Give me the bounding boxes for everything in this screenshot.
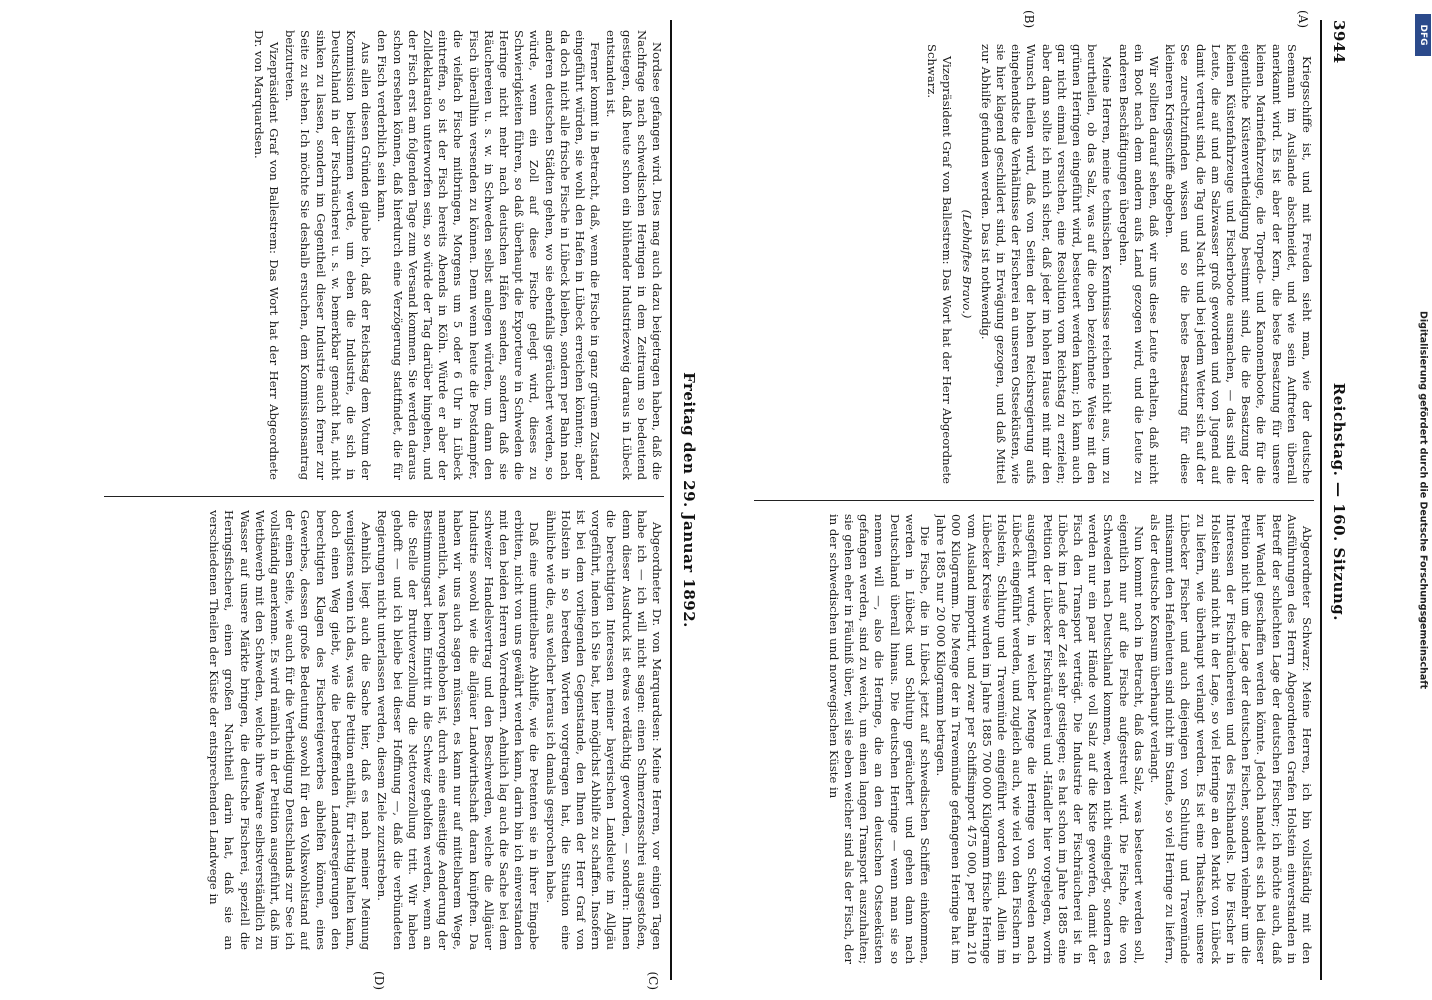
- speaker-intro: Vizepräsident Graf von Ballestrem: Das Wort hat der Herr Abgeordnete Dr. von Marquardsen.: [251, 30, 281, 480]
- applause-note: (Lebhaftes Bravo.): [959, 209, 974, 319]
- page-header-right: [670, 20, 706, 980]
- paragraph: Die Fische, die in Lübeck jetzt auf schwedischen Schiffen einkommen, werden in Lübeck und Schlutup geräuchert und gehen dann nach Deutschland überall hinaus. Die deutschen Heringe — wenn man sie so nennen will —, also die Heringe, die an den deutschen Ostseeküsten gefangen werden, sind zu weich, um einen langen Transport auszuhalten; sie gehen eher in Fäulniß über, weil sie eben weicher sind als der Fisch, der in der schwedischen und norwegischen Küste in: [826, 514, 932, 964]
- column-rule: [754, 500, 1314, 501]
- page-3944: [716, 10, 1366, 990]
- paragraph: Daß eine unmittelbare Abhilfe, wie die Petenten sie in ihrer Eingabe erbitten, nicht von uns gewährt werden kann, darin bin ich einverstanden mit den beiden Herren Vorrednern. Aehnlich lag auch die Sache bei dem schweizer Handelsvertrag und den Beschwerden, welche die Allgäuer Industrie sowohl wie die allgäuer Landwirthschaft daran knüpften. Da haben wir uns auch sagen müssen, es kann nur auf mittelbarem Wege, namentlich, was hervorgehoben ist, durch eine einseitige Aenderung der Bestimmungsart beim Eintritt in die Schweiz geholfen werden, wenn an die Stelle der Bruttoverzollung die Nettoverzollung tritt. Wir haben gehofft — und ich bleibe bei dieser Hoffnung —, daß die verbündeten Regierungen nicht unterlassen werden, diesem Ziele zuzustreben.: [375, 510, 542, 950]
- paragraph: Meine Herren, meine technischen Kenntnisse reichen nicht aus, um zu beurtheilen, ob das Salz, was auf die oben bezeichnete Weise mit den grünen Heringen eingeführt wird, besteuert werden kann; ich kann auch gar nicht einmal versuchen, eine Resolution vom Reichstag zu erzielen; aber dann sollte ich mich sicher, daß jeder im hohen Hause mit mir den Wunsch theilen wird, daß von Seiten der hohen Reichsregierung aufs eingehendste die Verhältnisse der Fischerei an unseren Ostseeküsten, wie sie hier klagend geschildert sind, in Erwägung gezogen, und daß Mittel zur Abhilfe gefunden werden. Das ist nothwendig.: [978, 44, 1115, 484]
- paragraph: Wir sollten darauf sehen, daß wir uns diese Leute erhalten, daß nicht ein Boot nach dem andern aufs Land gezogen wird, und die Leute zu anderen Beschäftigungen übergehen.: [1116, 44, 1161, 484]
- column-rule: [104, 496, 664, 497]
- margin-letter-d: (D): [372, 971, 386, 990]
- running-title-right: Freitag den 29. Januar 1892.: [680, 372, 698, 628]
- digitization-credit: Digitalisierung gefördert durch die Deutsche Forschungsgemeinschaft: [1417, 311, 1429, 689]
- paragraph: Abgeordneter Schwarz: Meine Herren, ich bin vollständig mit den Ausführungen des Herrn Abgeordneten Grafen Holstein einverstanden in Betreff der schlechten Lage der deutschen Fischer; ich möchte auch, daß hier Wandel geschaffen werden könnte. Jedoch handelt es sich bei dieser Petition nicht um die Lage der deutschen Fischer, sondern vielmehr um die Interessen der Fischräuchereien und des Fischhandels. Die Fischer in Holstein sind nicht in der Lage, so viel Heringe an den Markt von Lübeck zu liefern, wie überhaupt verlangt werden. Es ist eine Thatsache: unsere Lübecker Fischer und auch diejenigen von Schlutup und Travemünde mitsammt den Hafenleuten sind nicht im Stande, so viel Heringe zu liefern, als der deutsche Konsum überhaupt verlangt.: [1147, 514, 1314, 964]
- paragraph: Nun kommt noch in Betracht, daß das Salz, was besteuert werden soll, eigentlich nur auf die Fische aufgestreut wird. Die Fische, die von Schweden nach Deutschland kommen, werden nicht eingelegt, sondern es werden nur ein paar Hände voll Salz auf die Kiste geworfen, damit der Fisch den Transport verträgt. Die Industrie der Fischräucherei ist in Lübeck im Laufe der Zeit sehr gestiegen; es hat schon im Jahre 1885 eine Petition der Lübecker Fischräucherei und -Händler hier vorgelegen, worin ausgeführt wurde, in welcher Menge die Heringe von Schweden nach Lübeck eingeführt werden, und zugleich auch, wie viel von den Fischern in Holstein, Schlutup und Travemünde eingeführt worden sind. Allein im Lübecker Kreise wurden im Jahre 1885 700 000 Kilogramm frische Heringe vom Ausland importirt, und zwar per Schiffsimport 475 000, per Bahn 210 000 Kilogramm. Die Menge der in Travemünde gefangenen Heringe hat im Jahre 1885 nur 20 000 Kilogramm betragen.: [934, 514, 1146, 964]
- paragraph: Aehnlich liegt auch die Sache hier, daß es nach meiner Meinung wenigstens wenn ich das, was die Petition enthält, für richtig halten kann, doch einen Weg giebt, wie die betreffenden Landesregierungen den berechtigten Klagen des Fischereigewerbes abhelfen können, eines Gewerbes, dessen große Bedeutung sowohl für den Volkswohlstand auf der einen Seite, wie auch für die Vertheidigung Deutschlands zur See ich vollständig anerkenne. Es wird nämlich in der Petition ausgeführt, daß im Wettbewerb mit den Schweden, welche ihre Waare selbstverständlich zu Wasser auf unsere Märkte bringen, die deutsche Fischerei, speziell die Heringsfischerei, einen großen Nachtheil darin hat, daß sie an verschiedenen Theilen der Küste der entsprechenden Landwege in: [207, 510, 374, 950]
- page-header-left: [1320, 20, 1356, 980]
- rotated-page-spread: [66, 10, 1366, 990]
- paragraph: Kriegsschiffe ist, und mit Freuden sieht man, wie der deutsche Seemann im Auslande abschneidet, und wie sein Auftreten überall anerkannt wird. Es ist aber der Kern, die beste Besatzung für unsere kleinen Marinefahrzeuge, die Torpedo- und Kanonenboote, die für die eigentliche Küstenvertheidigung bestimmt sind, die die Besatzung der kleinen Küstenfahrzeuge und Fischerboote ausmachen, — das sind die Leute, die auf und am Salzwasser groß geworden und von Jugend auf damit vertraut sind, die Tag und Nacht und bei jedem Wetter sich auf der See zurechtzufinden wissen und so die beste Besatzung für diese kleineren Kriegsschiffe abgeben.: [1163, 44, 1314, 484]
- dfg-logo: DFG: [1415, 14, 1431, 56]
- right-column-1: [84, 30, 664, 480]
- speaker-intro: Vizepräsident Graf von Ballestrem: Das Wort hat der Herr Abgeordnete Schwarz.: [925, 44, 955, 484]
- page-number: 3944: [1330, 20, 1348, 64]
- page-freitag: [66, 10, 716, 990]
- left-column-2: [734, 514, 1314, 964]
- paragraph: Nordsee gefangen wird. Dies mag auch dazu beigetragen haben, daß die Nachfrage nach schwedischen Heringen in dem Zeitraum so bedeutend gestiegen, daß heute schon ein blühender Industriezweig daraus in Lübeck entstanden ist.: [604, 30, 664, 480]
- running-title-left: Reichstag. — 160. Sitzung.: [1330, 382, 1348, 621]
- margin-letter-c: (C): [646, 971, 660, 990]
- left-column-1: [734, 44, 1314, 484]
- paragraph: Ferner kommt in Betracht, daß, wenn die Fische in ganz grünem Zustand eingeführt würden, sie wohl den Hafen in Lübeck erreichen könnten; aber da doch nicht alle frische Fische in Lübeck bleiben, sondern per Bahn nach anderen deutschen Städten gehen, wo sie ebenfalls geräuchert werden, so würde, wenn ein Zoll auf diese Fische gelegt wird, dieses zu Schwierigkeiten führen, so daß überhaupt die Exporteure in Schweden die Heringe nicht mehr nach deutschen Häfen senden, sondern daß sie Räuchereien u. s. w. in Schweden selbst anlegen würden, um dann den Fisch überallhin versenden zu können. Denn wenn heute die Postdampfer, die vielfach Fische mitbringen, Morgens um 5 oder 6 Uhr in Lübeck eintreffen, so ist der Fisch bereits Abends in Köln. Würde er aber der Zolldeklaration unterworfen sein, so würde der Tag darüber hingehen, und der Fisch erst am folgenden Tage zum Versand kommen. Sie werden daraus schon ersehen können, daß hierdurch eine Verzögerung stattfindet, die für den Fisch verderblich sein kann.: [375, 30, 603, 480]
- margin-letter-b: (B): [1022, 10, 1036, 29]
- margin-letter-a: (A): [1296, 10, 1310, 29]
- right-column-2: [84, 510, 664, 950]
- paragraph: Aus allen diesen Gründen glaube ich, daß der Reichstag dem Votum der Kommission beistimmen werde, um eben die Industrie, die sich in Deutschland in der Fischräucherei u. s. w. bemerkbar gemacht hat, nicht sinken zu lassen, sondern im Gegentheil dieser Industrie auch ferner zur Seite zu stehen. Ich möchte Sie deshalb ersuchen, dem Kommissionsantrag beizutreten.: [283, 30, 374, 480]
- paragraph: Abgeordneter Dr. von Marquardsen: Meine Herren, vor einigen Tagen habe ich — ich will nicht sagen: einen Schmerzensschrei ausgestoßen, denn dieser Ausdruck ist etwas verdächtig geworden, — sondern: Ihnen die berechtigten Interessen meiner bayerischen Landsleute im Allgäu vorgeführt, indem ich Sie bat, hier möglichst Abhilfe zu schaffen. Insofern ist bei dem vorliegenden Gegenstande, den Ihnen der Herr Graf von Holstein in so beredten Worten vorgetragen hat, die Situation eine ähnliche wie die, aus welcher heraus ich damals gesprochen habe.: [543, 510, 664, 950]
